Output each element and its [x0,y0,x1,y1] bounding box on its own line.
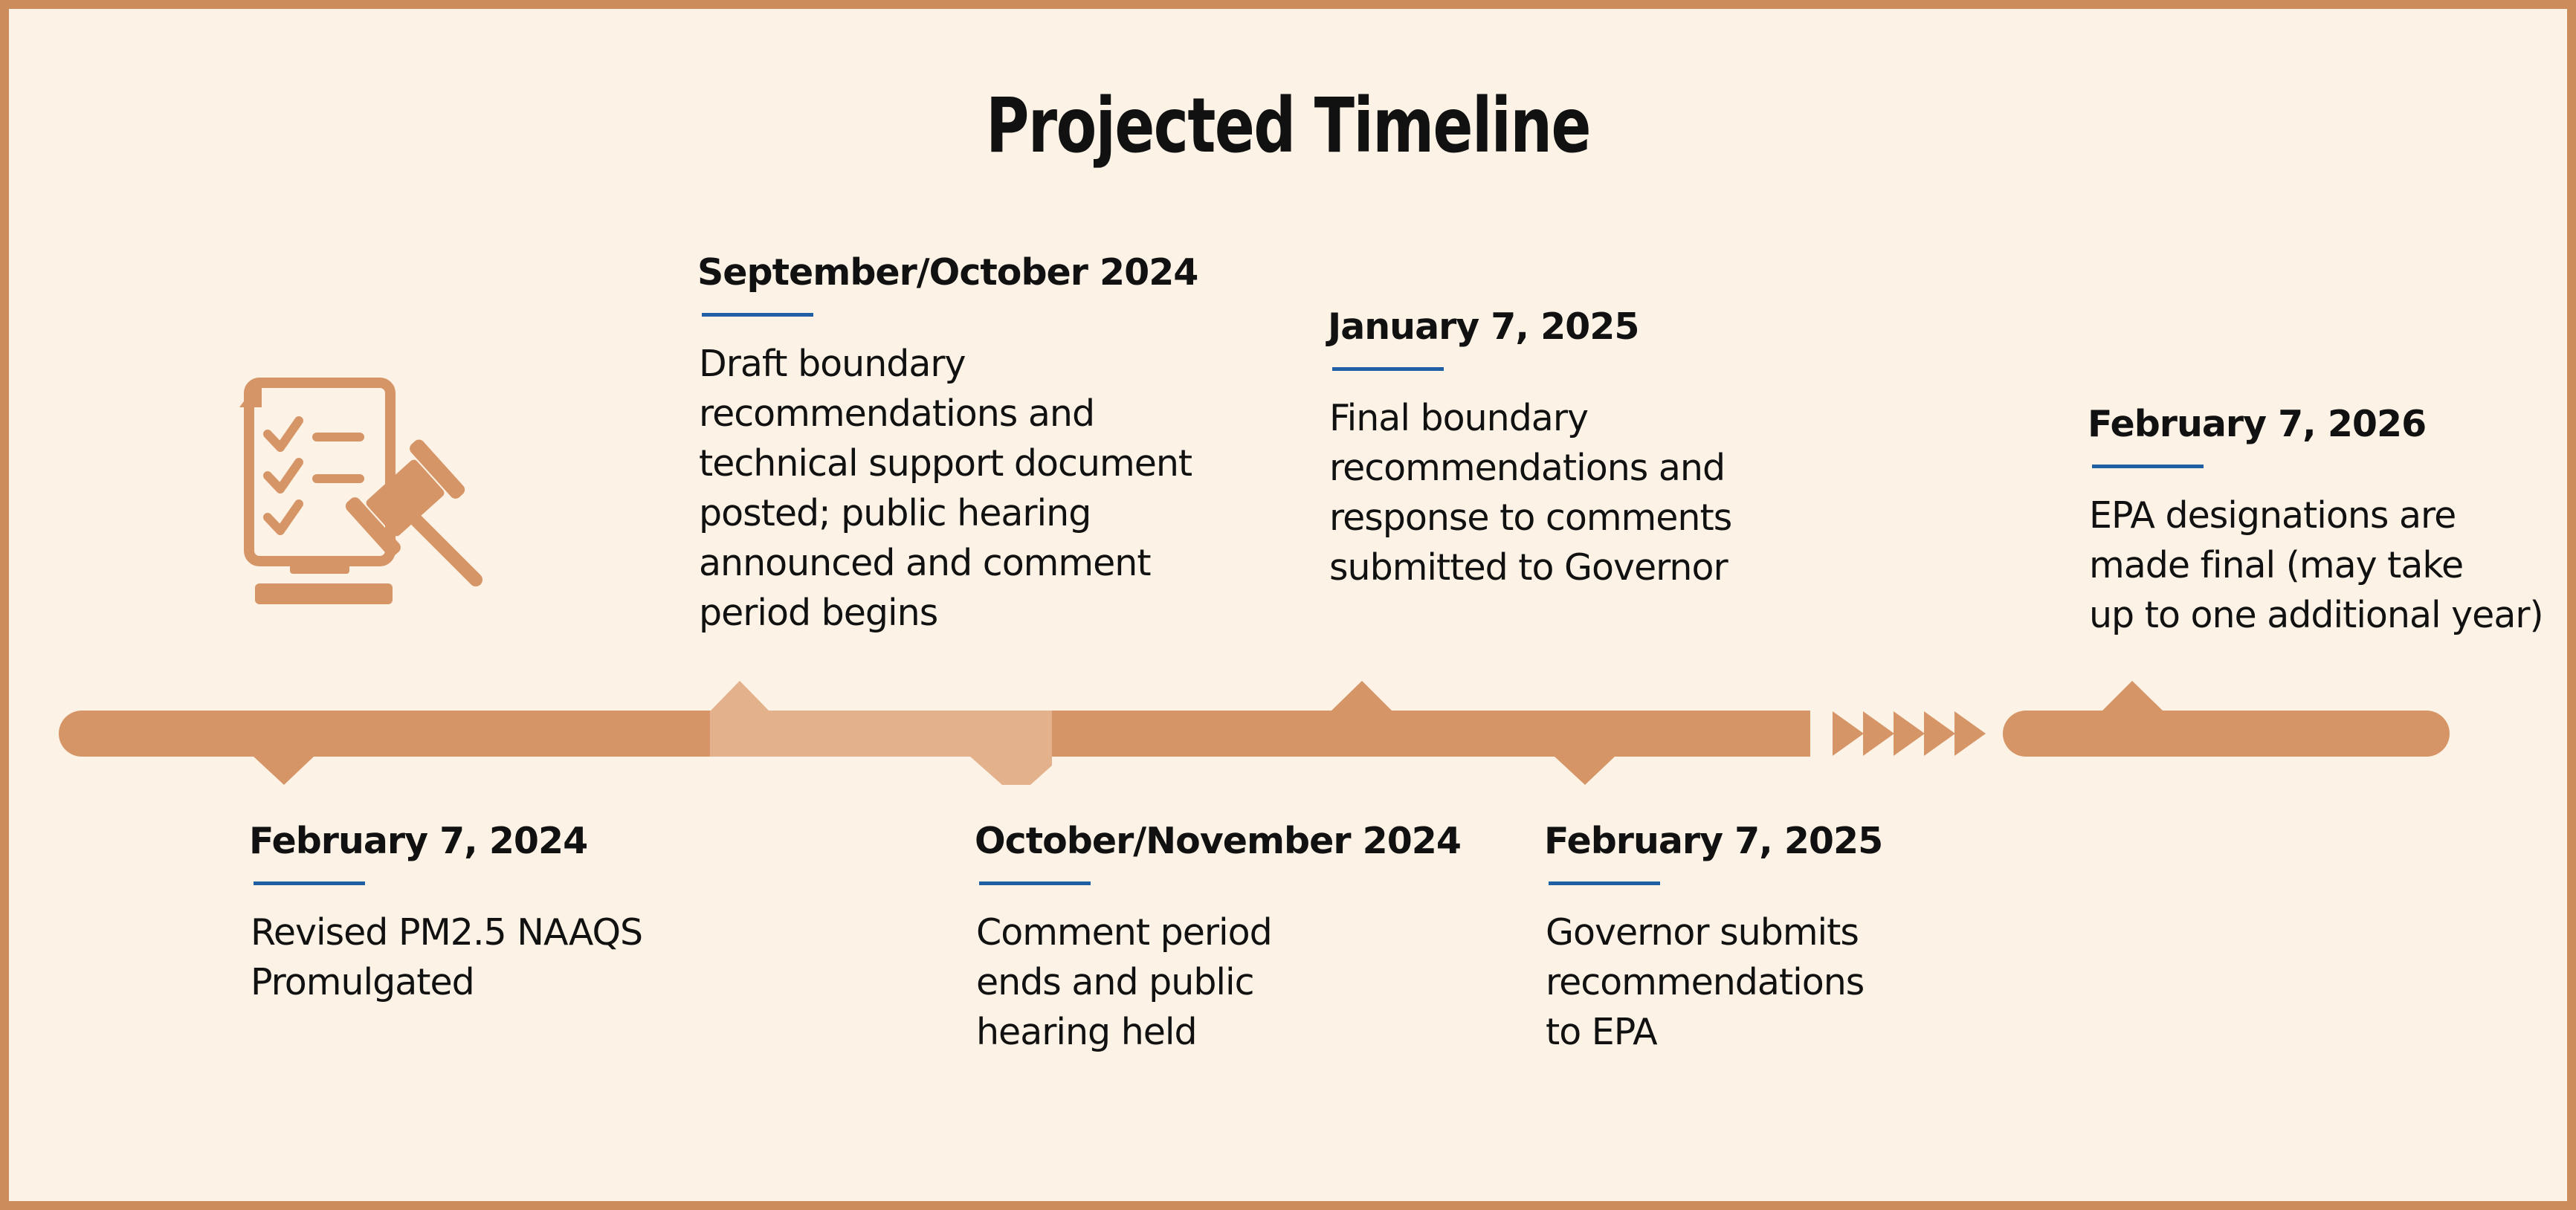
event-description: EPA designations are made final (may take up to one additional year) [2089,494,2543,636]
event-description: Draft boundary recommendations and technical support document posted; public hearing announced and comment period begins [699,343,1192,634]
marker-oct-nov-2024 [969,756,1052,785]
event-date: February 7, 2026 [2088,403,2427,445]
timeline-event [1328,305,1731,592]
event-description: Revised PM2.5 NAAQS Promulgated [251,911,643,1003]
timeline-event [697,250,1198,638]
date-underline [254,881,365,885]
event-date: February 7, 2025 [1544,820,1883,862]
date-underline [1332,367,1444,371]
date-underline [979,881,1091,885]
marker-jan-2025 [1331,681,1392,711]
timeline-event [975,819,1461,1057]
event-date: February 7, 2024 [249,820,588,862]
timeline-event [1544,819,1882,1057]
date-underline [702,313,813,317]
checklist-gavel-icon [239,378,476,604]
page-title: Projected Timeline [986,82,1590,170]
event-date: January 7, 2025 [1328,305,1639,348]
timeline-bar [82,711,2427,757]
continuation-arrows-icon [1833,711,1986,756]
event-date: October/November 2024 [975,820,1461,862]
event-description: Governor submits recommendations to EPA [1546,911,1865,1053]
marker-feb-2026 [2102,681,2163,711]
event-description: Final boundary recommendations and response to comments submitted to Governor [1329,397,1732,589]
marker-feb-2025 [1554,756,1615,785]
event-description: Comment period ends and public hearing held [976,911,1272,1053]
timeline-event [2088,402,2543,640]
date-underline [1549,881,1660,885]
date-underline [2092,465,2204,468]
timeline-event [249,819,642,1007]
marker-feb-2024 [253,756,314,785]
marker-sep-oct-2024 [710,681,769,711]
event-date: September/October 2024 [697,251,1198,294]
